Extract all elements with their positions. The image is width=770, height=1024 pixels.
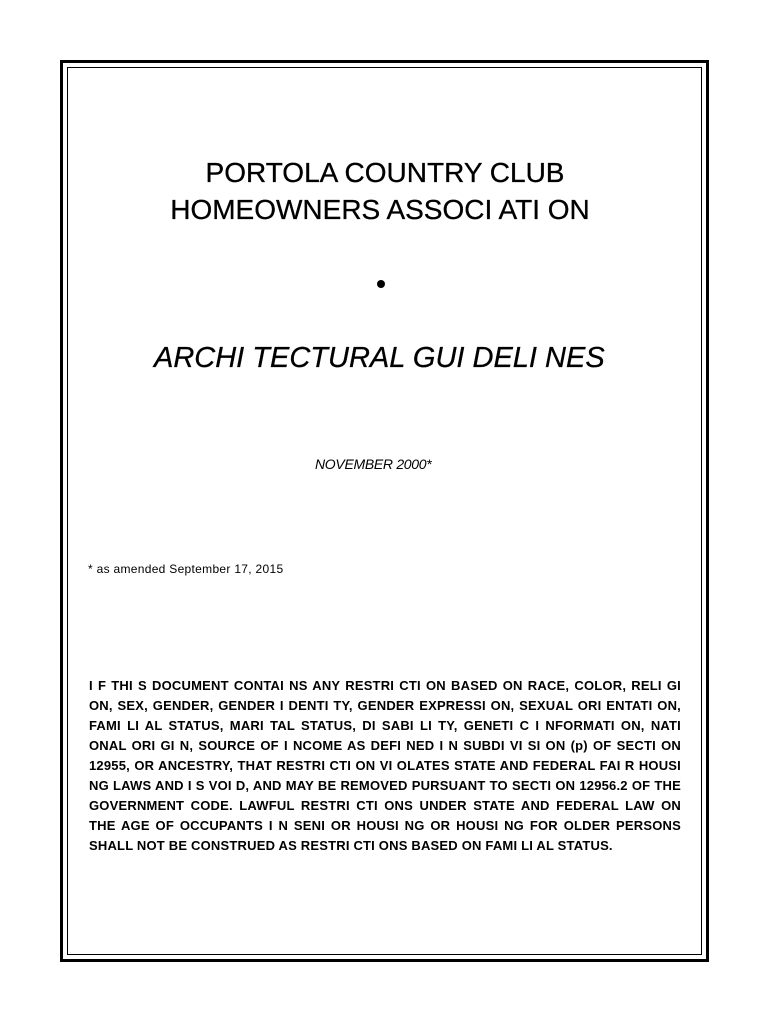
amendment-footnote: * as amended September 17, 2015 bbox=[88, 562, 284, 576]
document-date: NOVEMBER 2000* bbox=[315, 456, 432, 472]
title-line-1: PORTOLA COUNTRY CLUB bbox=[205, 157, 565, 188]
document-subtitle: ARCHI TECTURAL GUI DELI NES bbox=[154, 342, 605, 374]
bullet-separator-icon bbox=[377, 280, 385, 288]
legal-notice: I F THI S DOCUMENT CONTAI NS ANY RESTRI CTI ON BASED ON RACE, COLOR, RELI GI ON, SEX, GENDER, GENDER I DENTI TY, GENDER EXPRESSI ON, SEXUAL ORI ENTATI ON, FAMI LI AL STATUS, MARI TAL STATUS, DI SABI LI TY, GENETI C I NFORMATI ON, NATI ONAL ORI GI N, SOURCE OF I NCOME AS DEFI NED I N SUBDI VI SI ON (p) OF SECTI ON 12955, OR ANCESTRY, THAT RESTRI CTI ON VI OLATES STATE AND FEDERAL FAI R HOUSI NG LAWS AND I S VOI D, AND MAY BE REMOVED PURSUANT TO SECTI ON 12956.2 OF THE GOVERNMENT CODE. LAWFUL RESTRI CTI ONS UNDER STATE AND FEDERAL LAW ON THE AGE OF OCCUPANTS I N SENI OR HOUSI NG OR HOUSI NG FOR OLDER PERSONS SHALL NOT BE CONSTRUED AS RESTRI CTI ONS BASED ON FAMI LI AL STATUS. bbox=[89, 678, 681, 853]
title-line-2: HOMEOWNERS ASSOCI ATI ON bbox=[170, 194, 590, 225]
